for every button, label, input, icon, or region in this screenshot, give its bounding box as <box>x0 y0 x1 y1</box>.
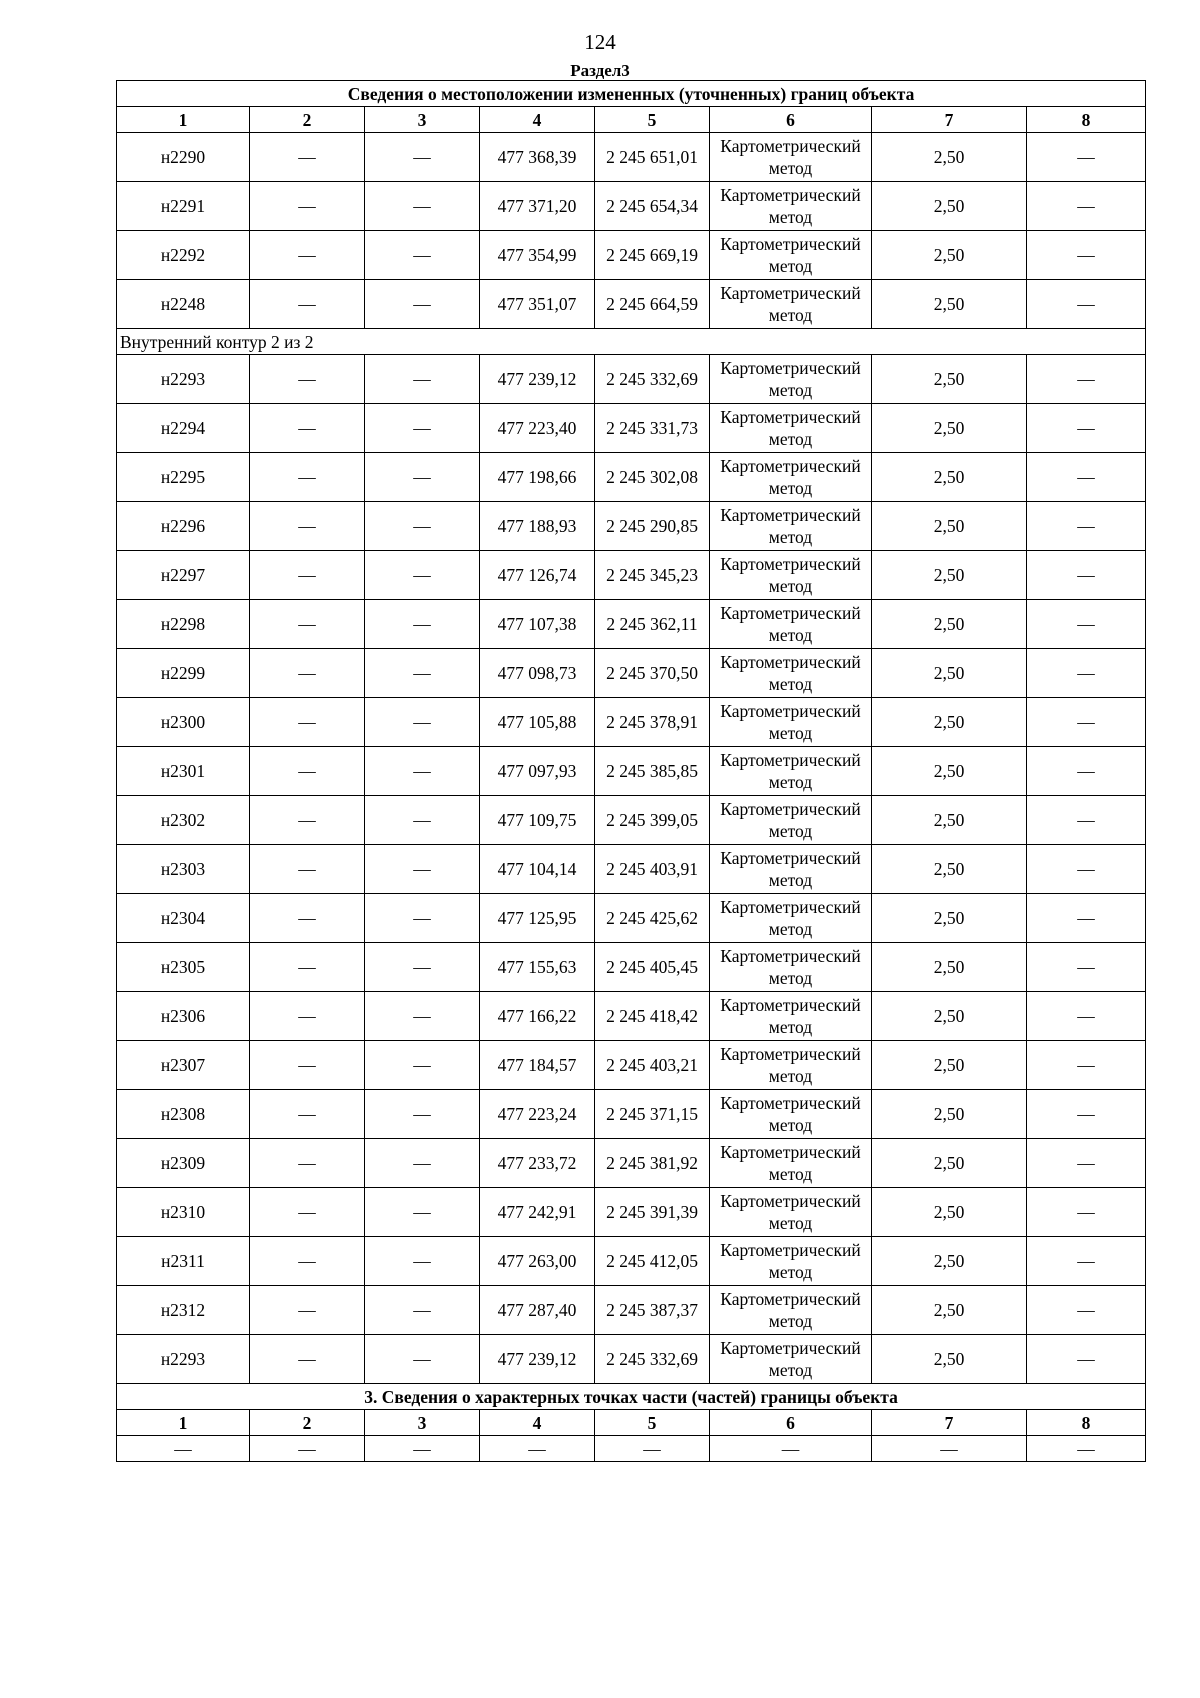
cell-description: — <box>1027 1090 1146 1139</box>
cell-new-x: 477 371,20 <box>480 182 595 231</box>
cell-accuracy: 2,50 <box>872 1041 1027 1090</box>
cell-description: — <box>1027 1335 1146 1384</box>
cell-accuracy: 2,50 <box>872 1188 1027 1237</box>
table-row <box>117 1286 1146 1335</box>
cell-old-y: — <box>365 796 480 845</box>
column-header: 5 <box>595 1410 710 1436</box>
cell-old-y: — <box>365 747 480 796</box>
cell-new-y: 2 245 332,69 <box>595 355 710 404</box>
cell-point-id: н2309 <box>117 1139 250 1188</box>
cell-old-x: — <box>250 1139 365 1188</box>
cell-old-y: — <box>365 502 480 551</box>
table-row <box>117 453 1146 502</box>
cell-method: Картометрический метод <box>710 747 872 796</box>
cell-description: — <box>1027 1237 1146 1286</box>
cell-new-x: 477 109,75 <box>480 796 595 845</box>
cell-new-y: 2 245 370,50 <box>595 649 710 698</box>
cell-point-id: н2296 <box>117 502 250 551</box>
cell-new-x: 477 223,24 <box>480 1090 595 1139</box>
cell-point-id: н2310 <box>117 1188 250 1237</box>
cell-new-x: 477 126,74 <box>480 551 595 600</box>
cell-accuracy: 2,50 <box>872 182 1027 231</box>
cell-old-x: — <box>250 649 365 698</box>
cell-old-x: — <box>250 1237 365 1286</box>
cell-description: — <box>1027 182 1146 231</box>
cell-point-id: н2307 <box>117 1041 250 1090</box>
cell-point-id: н2304 <box>117 894 250 943</box>
cell-point-id: н2293 <box>117 355 250 404</box>
cell-new-y: 2 245 290,85 <box>595 502 710 551</box>
table-row <box>117 1188 1146 1237</box>
cell-old-y: — <box>365 453 480 502</box>
cell-old-x: — <box>250 551 365 600</box>
empty-cell: — <box>595 1436 710 1462</box>
cell-description: — <box>1027 649 1146 698</box>
cell-new-y: 2 245 403,91 <box>595 845 710 894</box>
boundary-points-table <box>116 80 1146 1462</box>
column-header: 4 <box>480 1410 595 1436</box>
cell-new-x: 477 263,00 <box>480 1237 595 1286</box>
cell-new-y: 2 245 331,73 <box>595 404 710 453</box>
column-header: 2 <box>250 107 365 133</box>
cell-old-x: — <box>250 1041 365 1090</box>
cell-description: — <box>1027 1139 1146 1188</box>
cell-accuracy: 2,50 <box>872 600 1027 649</box>
cell-point-id: н2311 <box>117 1237 250 1286</box>
table-row <box>117 404 1146 453</box>
cell-old-y: — <box>365 1286 480 1335</box>
cell-new-x: 477 097,93 <box>480 747 595 796</box>
table-row <box>117 943 1146 992</box>
cell-accuracy: 2,50 <box>872 551 1027 600</box>
cell-accuracy: 2,50 <box>872 133 1027 182</box>
cell-point-id: н2302 <box>117 796 250 845</box>
cell-old-x: — <box>250 502 365 551</box>
cell-old-y: — <box>365 1188 480 1237</box>
cell-point-id: н2298 <box>117 600 250 649</box>
table-caption: Сведения о местоположении измененных (уточненных) границ объекта <box>117 81 1146 107</box>
cell-new-x: 477 351,07 <box>480 280 595 329</box>
cell-new-y: 2 245 332,69 <box>595 1335 710 1384</box>
cell-description: — <box>1027 551 1146 600</box>
column-header: 3 <box>365 107 480 133</box>
cell-description: — <box>1027 133 1146 182</box>
cell-old-x: — <box>250 600 365 649</box>
cell-accuracy: 2,50 <box>872 231 1027 280</box>
table-row <box>117 600 1146 649</box>
cell-old-y: — <box>365 404 480 453</box>
cell-point-id: н2295 <box>117 453 250 502</box>
cell-new-x: 477 098,73 <box>480 649 595 698</box>
cell-accuracy: 2,50 <box>872 894 1027 943</box>
empty-cell: — <box>250 1436 365 1462</box>
table-row <box>117 1041 1146 1090</box>
cell-new-y: 2 245 385,85 <box>595 747 710 796</box>
cell-new-x: 477 184,57 <box>480 1041 595 1090</box>
cell-old-x: — <box>250 404 365 453</box>
cell-old-x: — <box>250 182 365 231</box>
cell-old-y: — <box>365 943 480 992</box>
cell-old-y: — <box>365 1237 480 1286</box>
cell-method: Картометрический метод <box>710 1041 872 1090</box>
cell-old-x: — <box>250 992 365 1041</box>
column-header: 1 <box>117 1410 250 1436</box>
cell-method: Картометрический метод <box>710 796 872 845</box>
cell-new-y: 2 245 664,59 <box>595 280 710 329</box>
cell-method: Картометрический метод <box>710 280 872 329</box>
empty-cell: — <box>480 1436 595 1462</box>
cell-method: Картометрический метод <box>710 1286 872 1335</box>
cell-old-x: — <box>250 943 365 992</box>
cell-description: — <box>1027 231 1146 280</box>
cell-old-x: — <box>250 747 365 796</box>
table-row <box>117 747 1146 796</box>
cell-description: — <box>1027 747 1146 796</box>
empty-cell: — <box>1027 1436 1146 1462</box>
cell-accuracy: 2,50 <box>872 1286 1027 1335</box>
table-caption-row <box>117 81 1146 107</box>
cell-old-x: — <box>250 1090 365 1139</box>
empty-cell: — <box>117 1436 250 1462</box>
table-row <box>117 231 1146 280</box>
cell-method: Картометрический метод <box>710 355 872 404</box>
cell-old-x: — <box>250 796 365 845</box>
cell-accuracy: 2,50 <box>872 404 1027 453</box>
cell-new-y: 2 245 403,21 <box>595 1041 710 1090</box>
cell-old-y: — <box>365 280 480 329</box>
cell-accuracy: 2,50 <box>872 1335 1027 1384</box>
cell-description: — <box>1027 796 1146 845</box>
table-row <box>117 1139 1146 1188</box>
cell-method: Картометрический метод <box>710 1139 872 1188</box>
cell-method: Картометрический метод <box>710 1188 872 1237</box>
cell-old-x: — <box>250 355 365 404</box>
empty-cell: — <box>710 1436 872 1462</box>
column-header: 6 <box>710 107 872 133</box>
table-row <box>117 796 1146 845</box>
cell-new-y: 2 245 362,11 <box>595 600 710 649</box>
cell-old-y: — <box>365 133 480 182</box>
cell-description: — <box>1027 355 1146 404</box>
table-row <box>117 355 1146 404</box>
cell-point-id: н2294 <box>117 404 250 453</box>
cell-method: Картометрический метод <box>710 133 872 182</box>
cell-accuracy: 2,50 <box>872 992 1027 1041</box>
section3-caption-row <box>117 1384 1146 1410</box>
column-header: 3 <box>365 1410 480 1436</box>
cell-old-y: — <box>365 1335 480 1384</box>
cell-old-x: — <box>250 1188 365 1237</box>
cell-method: Картометрический метод <box>710 894 872 943</box>
cell-method: Картометрический метод <box>710 845 872 894</box>
cell-old-x: — <box>250 845 365 894</box>
cell-accuracy: 2,50 <box>872 649 1027 698</box>
cell-point-id: н2303 <box>117 845 250 894</box>
cell-method: Картометрический метод <box>710 992 872 1041</box>
cell-method: Картометрический метод <box>710 502 872 551</box>
cell-new-x: 477 368,39 <box>480 133 595 182</box>
section3-column-header-row <box>117 1410 1146 1436</box>
cell-method: Картометрический метод <box>710 1335 872 1384</box>
cell-old-y: — <box>365 600 480 649</box>
cell-old-x: — <box>250 698 365 747</box>
table-row <box>117 551 1146 600</box>
cell-accuracy: 2,50 <box>872 453 1027 502</box>
cell-new-x: 477 233,72 <box>480 1139 595 1188</box>
cell-accuracy: 2,50 <box>872 943 1027 992</box>
column-header: 8 <box>1027 107 1146 133</box>
cell-method: Картометрический метод <box>710 649 872 698</box>
cell-accuracy: 2,50 <box>872 845 1027 894</box>
cell-accuracy: 2,50 <box>872 502 1027 551</box>
cell-new-y: 2 245 391,39 <box>595 1188 710 1237</box>
cell-method: Картометрический метод <box>710 698 872 747</box>
cell-description: — <box>1027 1286 1146 1335</box>
cell-new-y: 2 245 378,91 <box>595 698 710 747</box>
cell-old-y: — <box>365 845 480 894</box>
cell-new-x: 477 107,38 <box>480 600 595 649</box>
cell-new-x: 477 242,91 <box>480 1188 595 1237</box>
table-row <box>117 698 1146 747</box>
cell-method: Картометрический метод <box>710 600 872 649</box>
cell-description: — <box>1027 600 1146 649</box>
cell-new-x: 477 104,14 <box>480 845 595 894</box>
cell-new-y: 2 245 418,42 <box>595 992 710 1041</box>
table-row <box>117 1090 1146 1139</box>
cell-old-x: — <box>250 231 365 280</box>
cell-new-y: 2 245 302,08 <box>595 453 710 502</box>
column-header: 7 <box>872 107 1027 133</box>
cell-new-x: 477 354,99 <box>480 231 595 280</box>
cell-old-x: — <box>250 1286 365 1335</box>
cell-point-id: н2292 <box>117 231 250 280</box>
cell-point-id: н2293 <box>117 1335 250 1384</box>
cell-new-y: 2 245 651,01 <box>595 133 710 182</box>
cell-new-y: 2 245 371,15 <box>595 1090 710 1139</box>
cell-new-y: 2 245 405,45 <box>595 943 710 992</box>
cell-description: — <box>1027 1188 1146 1237</box>
cell-new-x: 477 125,95 <box>480 894 595 943</box>
cell-new-x: 477 198,66 <box>480 453 595 502</box>
cell-point-id: н2308 <box>117 1090 250 1139</box>
column-header: 1 <box>117 107 250 133</box>
cell-description: — <box>1027 502 1146 551</box>
cell-point-id: н2306 <box>117 992 250 1041</box>
table-row <box>117 894 1146 943</box>
section3-caption: 3. Сведения о характерных точках части (частей) границы объекта <box>117 1384 1146 1410</box>
cell-accuracy: 2,50 <box>872 1090 1027 1139</box>
table-row <box>117 133 1146 182</box>
cell-old-x: — <box>250 280 365 329</box>
cell-old-y: — <box>365 649 480 698</box>
cell-description: — <box>1027 1041 1146 1090</box>
table-row <box>117 845 1146 894</box>
cell-method: Картометрический метод <box>710 182 872 231</box>
cell-description: — <box>1027 698 1146 747</box>
cell-new-x: 477 239,12 <box>480 355 595 404</box>
cell-method: Картометрический метод <box>710 551 872 600</box>
cell-old-x: — <box>250 1335 365 1384</box>
cell-accuracy: 2,50 <box>872 355 1027 404</box>
cell-old-y: — <box>365 182 480 231</box>
column-header: 4 <box>480 107 595 133</box>
cell-new-x: 477 105,88 <box>480 698 595 747</box>
table-row <box>117 280 1146 329</box>
cell-point-id: н2312 <box>117 1286 250 1335</box>
cell-description: — <box>1027 894 1146 943</box>
cell-new-x: 477 287,40 <box>480 1286 595 1335</box>
cell-point-id: н2305 <box>117 943 250 992</box>
section-label: Раздел3 <box>570 61 630 80</box>
cell-description: — <box>1027 280 1146 329</box>
cell-new-y: 2 245 381,92 <box>595 1139 710 1188</box>
cell-method: Картометрический метод <box>710 943 872 992</box>
cell-method: Картометрический метод <box>710 1090 872 1139</box>
cell-method: Картометрический метод <box>710 231 872 280</box>
cell-new-x: 477 239,12 <box>480 1335 595 1384</box>
table-row <box>117 992 1146 1041</box>
section3-empty-row <box>117 1436 1146 1462</box>
cell-description: — <box>1027 404 1146 453</box>
cell-old-x: — <box>250 133 365 182</box>
table-row <box>117 502 1146 551</box>
cell-old-y: — <box>365 1041 480 1090</box>
cell-accuracy: 2,50 <box>872 1237 1027 1286</box>
cell-new-y: 2 245 412,05 <box>595 1237 710 1286</box>
cell-new-x: 477 155,63 <box>480 943 595 992</box>
cell-description: — <box>1027 992 1146 1041</box>
cell-point-id: н2300 <box>117 698 250 747</box>
table-body <box>117 81 1146 1462</box>
cell-old-y: — <box>365 551 480 600</box>
cell-method: Картометрический метод <box>710 404 872 453</box>
cell-old-x: — <box>250 453 365 502</box>
cell-description: — <box>1027 453 1146 502</box>
table-row <box>117 649 1146 698</box>
cell-new-x: 477 166,22 <box>480 992 595 1041</box>
cell-new-y: 2 245 425,62 <box>595 894 710 943</box>
table-row <box>117 1237 1146 1286</box>
column-header: 6 <box>710 1410 872 1436</box>
cell-point-id: н2301 <box>117 747 250 796</box>
column-header: 7 <box>872 1410 1027 1436</box>
contour-label: Внутренний контур 2 из 2 <box>117 329 1146 355</box>
column-header: 2 <box>250 1410 365 1436</box>
cell-point-id: н2290 <box>117 133 250 182</box>
cell-point-id: н2297 <box>117 551 250 600</box>
cell-accuracy: 2,50 <box>872 698 1027 747</box>
cell-old-x: — <box>250 894 365 943</box>
cell-new-x: 477 223,40 <box>480 404 595 453</box>
column-header: 8 <box>1027 1410 1146 1436</box>
cell-method: Картометрический метод <box>710 1237 872 1286</box>
table-row <box>117 182 1146 231</box>
cell-new-x: 477 188,93 <box>480 502 595 551</box>
cell-point-id: н2248 <box>117 280 250 329</box>
cell-method: Картометрический метод <box>710 453 872 502</box>
cell-point-id: н2299 <box>117 649 250 698</box>
cell-old-y: — <box>365 231 480 280</box>
column-header-row <box>117 107 1146 133</box>
cell-point-id: н2291 <box>117 182 250 231</box>
cell-new-y: 2 245 669,19 <box>595 231 710 280</box>
cell-old-y: — <box>365 698 480 747</box>
cell-old-y: — <box>365 355 480 404</box>
cell-old-y: — <box>365 992 480 1041</box>
empty-cell: — <box>365 1436 480 1462</box>
page-number: 124 <box>584 30 616 54</box>
cell-accuracy: 2,50 <box>872 747 1027 796</box>
column-header: 5 <box>595 107 710 133</box>
cell-accuracy: 2,50 <box>872 796 1027 845</box>
cell-description: — <box>1027 845 1146 894</box>
cell-new-y: 2 245 387,37 <box>595 1286 710 1335</box>
contour-row <box>117 329 1146 355</box>
cell-old-y: — <box>365 894 480 943</box>
cell-description: — <box>1027 943 1146 992</box>
cell-accuracy: 2,50 <box>872 280 1027 329</box>
empty-cell: — <box>872 1436 1027 1462</box>
cell-new-y: 2 245 654,34 <box>595 182 710 231</box>
table-row <box>117 1335 1146 1384</box>
cell-new-y: 2 245 345,23 <box>595 551 710 600</box>
cell-old-y: — <box>365 1139 480 1188</box>
cell-new-y: 2 245 399,05 <box>595 796 710 845</box>
cell-accuracy: 2,50 <box>872 1139 1027 1188</box>
cell-old-y: — <box>365 1090 480 1139</box>
